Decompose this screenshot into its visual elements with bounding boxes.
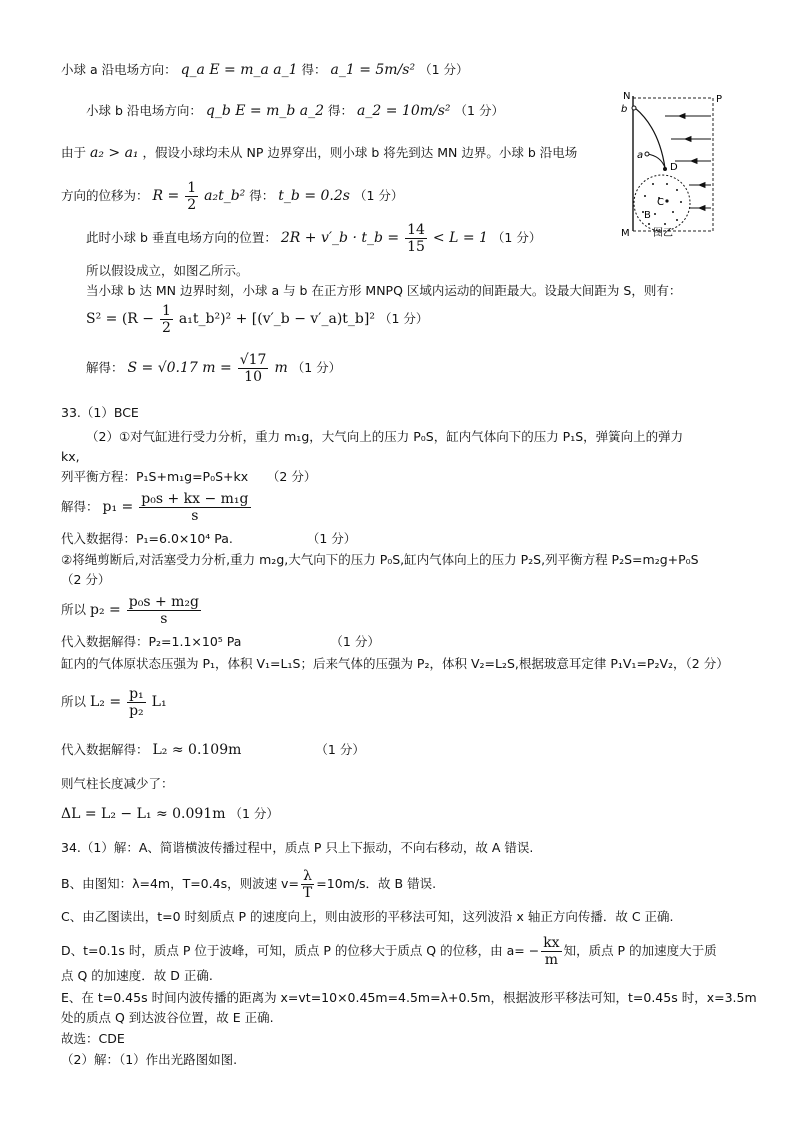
text-span: 此时小球 b 垂直电场方向的位置： (86, 230, 277, 246)
score-label: （1 分） (315, 742, 365, 757)
text-line (61, 634, 380, 649)
text-span: 所以 (61, 694, 87, 710)
text-line (86, 222, 541, 255)
text-line: 缸内的气体原状态压强为 P₁，体积 V₁=L₁S；后来气体的压强为 P₂，体积 V₂=L₂S,根据玻意耳定律 P₁V₁=P₂V₂，（2 分） (61, 656, 729, 671)
text-line (61, 868, 436, 901)
score-label: （1 分） (419, 62, 469, 77)
equation: m (274, 360, 288, 377)
fraction-denominator: 2 (162, 320, 171, 337)
fraction (405, 222, 427, 255)
fraction-denominator: m (544, 952, 559, 969)
text-line (86, 352, 341, 385)
text-span: 解得： (61, 499, 99, 515)
text-span: 代入数据解得： (61, 742, 149, 757)
equation: S² = (R − (86, 311, 155, 328)
fraction-numerator: √17 (239, 352, 267, 368)
text-line: （2）解：（1）作出光路图如图. (61, 1052, 238, 1067)
text-line: （2 分） (61, 572, 111, 587)
equation: p₂ = (90, 602, 121, 619)
text-line: 当小球 b 达 MN 边界时刻，小球 a 与 b 在正方形 MNPQ 区域内运动的间距最大。设最大间距为 S，则有： (86, 283, 682, 298)
text-line: 则气柱长度减少了： (61, 776, 174, 791)
fraction (541, 935, 561, 968)
equation: S = √0.17 m = (127, 360, 232, 377)
fraction-numerator: kx (543, 935, 560, 951)
equation: R = (152, 188, 180, 205)
fraction-denominator: s (191, 508, 199, 525)
fraction-denominator: 10 (244, 369, 262, 386)
text-span: B、由图知：λ=4m，T=0.4s，则波速 v= (61, 876, 299, 892)
text-line (61, 491, 253, 524)
text-span: 代入数据解得：P₂=1.1×10⁵ Pa (61, 634, 242, 649)
equation: < L = 1 (432, 230, 488, 247)
text-span: 代入数据得：P₁=6.0×10⁴ Pa. (61, 531, 233, 546)
label-n: N (623, 91, 631, 102)
equation: L₂ = (90, 694, 122, 711)
label-c: C (657, 197, 664, 208)
fraction (238, 352, 269, 385)
fraction-denominator: 2 (187, 197, 197, 214)
text-span: 知，质点 P 的加速度大于质 (563, 943, 717, 959)
fraction (139, 491, 250, 524)
fraction-numerator: p₀s + kx − m₁g (141, 491, 249, 507)
text-line: 列平衡方程：P₁S+m₁g=P₀S+kx （2 分） (61, 469, 317, 484)
fraction-denominator: s (160, 611, 168, 628)
label-b: b (621, 104, 628, 115)
text-line (61, 180, 403, 213)
text-line (61, 686, 167, 719)
equation: a_1 = 5m/s² (330, 62, 416, 78)
equation: p₁ = (102, 499, 134, 516)
field-diagram (615, 88, 731, 238)
text-line: C、由乙图读出，t=0 时刻质点 P 的速度向上，则由波形的平移法可知，这列波沿 x 轴正方向传播．故 C 正确. (61, 909, 674, 924)
text-span: 得： (301, 62, 327, 77)
fraction (127, 594, 201, 627)
text-line: 处的质点 Q 到达波谷位置，故 E 正确. (61, 1010, 274, 1025)
text-span: 小球 b 沿电场方向： (86, 103, 202, 118)
equation: a_2 = 10m/s² (357, 103, 451, 119)
label-p: P (716, 94, 723, 105)
text-span: 由于 (61, 145, 87, 160)
text-line (61, 62, 469, 79)
text-line (61, 531, 356, 546)
text-line: kx, (61, 449, 80, 464)
fraction-numerator: λ (301, 868, 314, 885)
fraction (185, 180, 198, 213)
text-span: 得： (328, 103, 354, 118)
text-line: 点 Q 的加速度．故 D 正确. (61, 968, 213, 983)
question-heading: 33.（1）BCE (61, 405, 139, 420)
fraction-denominator: T (302, 885, 313, 902)
text-line: ②将绳剪断后,对活塞受力分析,重力 m₂g,大气向下的压力 P₀S,缸内气体向上的压力 P₂S,列平衡方程 P₂S=m₂g+P₀S (61, 552, 699, 567)
label-m: M (621, 228, 630, 238)
equation: L₂ ≈ 0.109m (152, 742, 242, 758)
score-label: （1 分） (306, 531, 357, 546)
text-span: 所以 (61, 602, 87, 618)
equation: q_b E = m_b a_2 (205, 103, 325, 119)
fraction-numerator: 1 (162, 303, 171, 319)
fraction-denominator: 15 (407, 239, 425, 256)
point-b (632, 106, 636, 110)
text-line (86, 103, 504, 120)
fraction (160, 303, 173, 336)
point-d (663, 167, 667, 171)
text-span: =10m/s．故 B 错误. (316, 876, 437, 892)
score-label: （1 分） (491, 230, 542, 246)
label-d: D (670, 162, 678, 173)
text-span: 解得： (86, 360, 124, 376)
fraction-denominator: p₂ (129, 703, 144, 720)
question-heading: 34.（1）解：A、简谐横波传播过程中，质点 P 只上下振动，不向右移动，故 A 错误. (61, 840, 534, 855)
text-span: ，假设小球均未从 NP 边界穿出，则小球 b 将先到达 MN 边界。小球 b 沿电场 (142, 145, 578, 160)
equation: ΔL = L₂ − L₁ ≈ 0.091m (61, 806, 226, 822)
score-label: （1 分） (330, 634, 380, 649)
equation: a₂ > a₁ (90, 145, 139, 161)
equation: a₂t_b² (204, 188, 246, 205)
text-line (61, 806, 279, 823)
text-line: （2）①对气缸进行受力分析，重力 m₁g，大气向上的压力 P₀S，缸内气体向下的压力 P₁S，弹簧向上的弹力 (86, 429, 684, 444)
label-a: a (637, 150, 644, 161)
fraction (127, 686, 146, 719)
fraction-numerator: p₁ (129, 686, 144, 702)
fraction-numerator: 14 (407, 222, 425, 238)
fraction (301, 868, 314, 901)
text-line: 故选：CDE (61, 1031, 125, 1046)
point-a (645, 152, 649, 156)
text-span: D、t=0.1s 时，质点 P 位于波峰，可知，质点 P 的位移大于质点 Q 的位移，由 a= − (61, 943, 540, 959)
equation: a₁t_b²)² + [(v′_b − v′_a)t_b]² (178, 311, 375, 328)
text-line: E、在 t=0.45s 时间内波传播的距离为 x=vt=10×0.45m=4.5m=λ+0.5m，根据波形平移法可知，t=0.45s 时，x=3.5m (61, 990, 757, 1005)
figure-caption: 图乙 (653, 228, 673, 238)
text-line (61, 594, 203, 627)
equation: t_b = 0.2s (278, 188, 350, 205)
text-line (61, 145, 577, 162)
equation: L₁ (151, 694, 167, 711)
text-span: 小球 a 沿电场方向： (61, 62, 177, 77)
text-span: 得： (249, 188, 275, 204)
equation: q_a E = m_a a_1 (180, 62, 298, 78)
fraction-numerator: 1 (187, 180, 197, 196)
score-label: （1 分） (454, 103, 504, 118)
fraction-numerator: p₀s + m₂g (128, 594, 199, 610)
label-b-point: B (644, 210, 651, 221)
score-label: （1 分） (378, 311, 429, 327)
score-label: （1 分） (229, 806, 279, 821)
score-label: （1 分） (353, 188, 404, 204)
score-label: （1 分） (291, 360, 342, 376)
text-line (61, 935, 717, 968)
text-line: 所以假设成立，如图乙所示。 (86, 263, 249, 278)
text-span: 方向的位移为： (61, 188, 149, 204)
text-line (86, 303, 428, 336)
equation: 2R + v′_b · t_b = (280, 230, 400, 247)
point-c (665, 199, 668, 202)
text-line (61, 742, 365, 759)
